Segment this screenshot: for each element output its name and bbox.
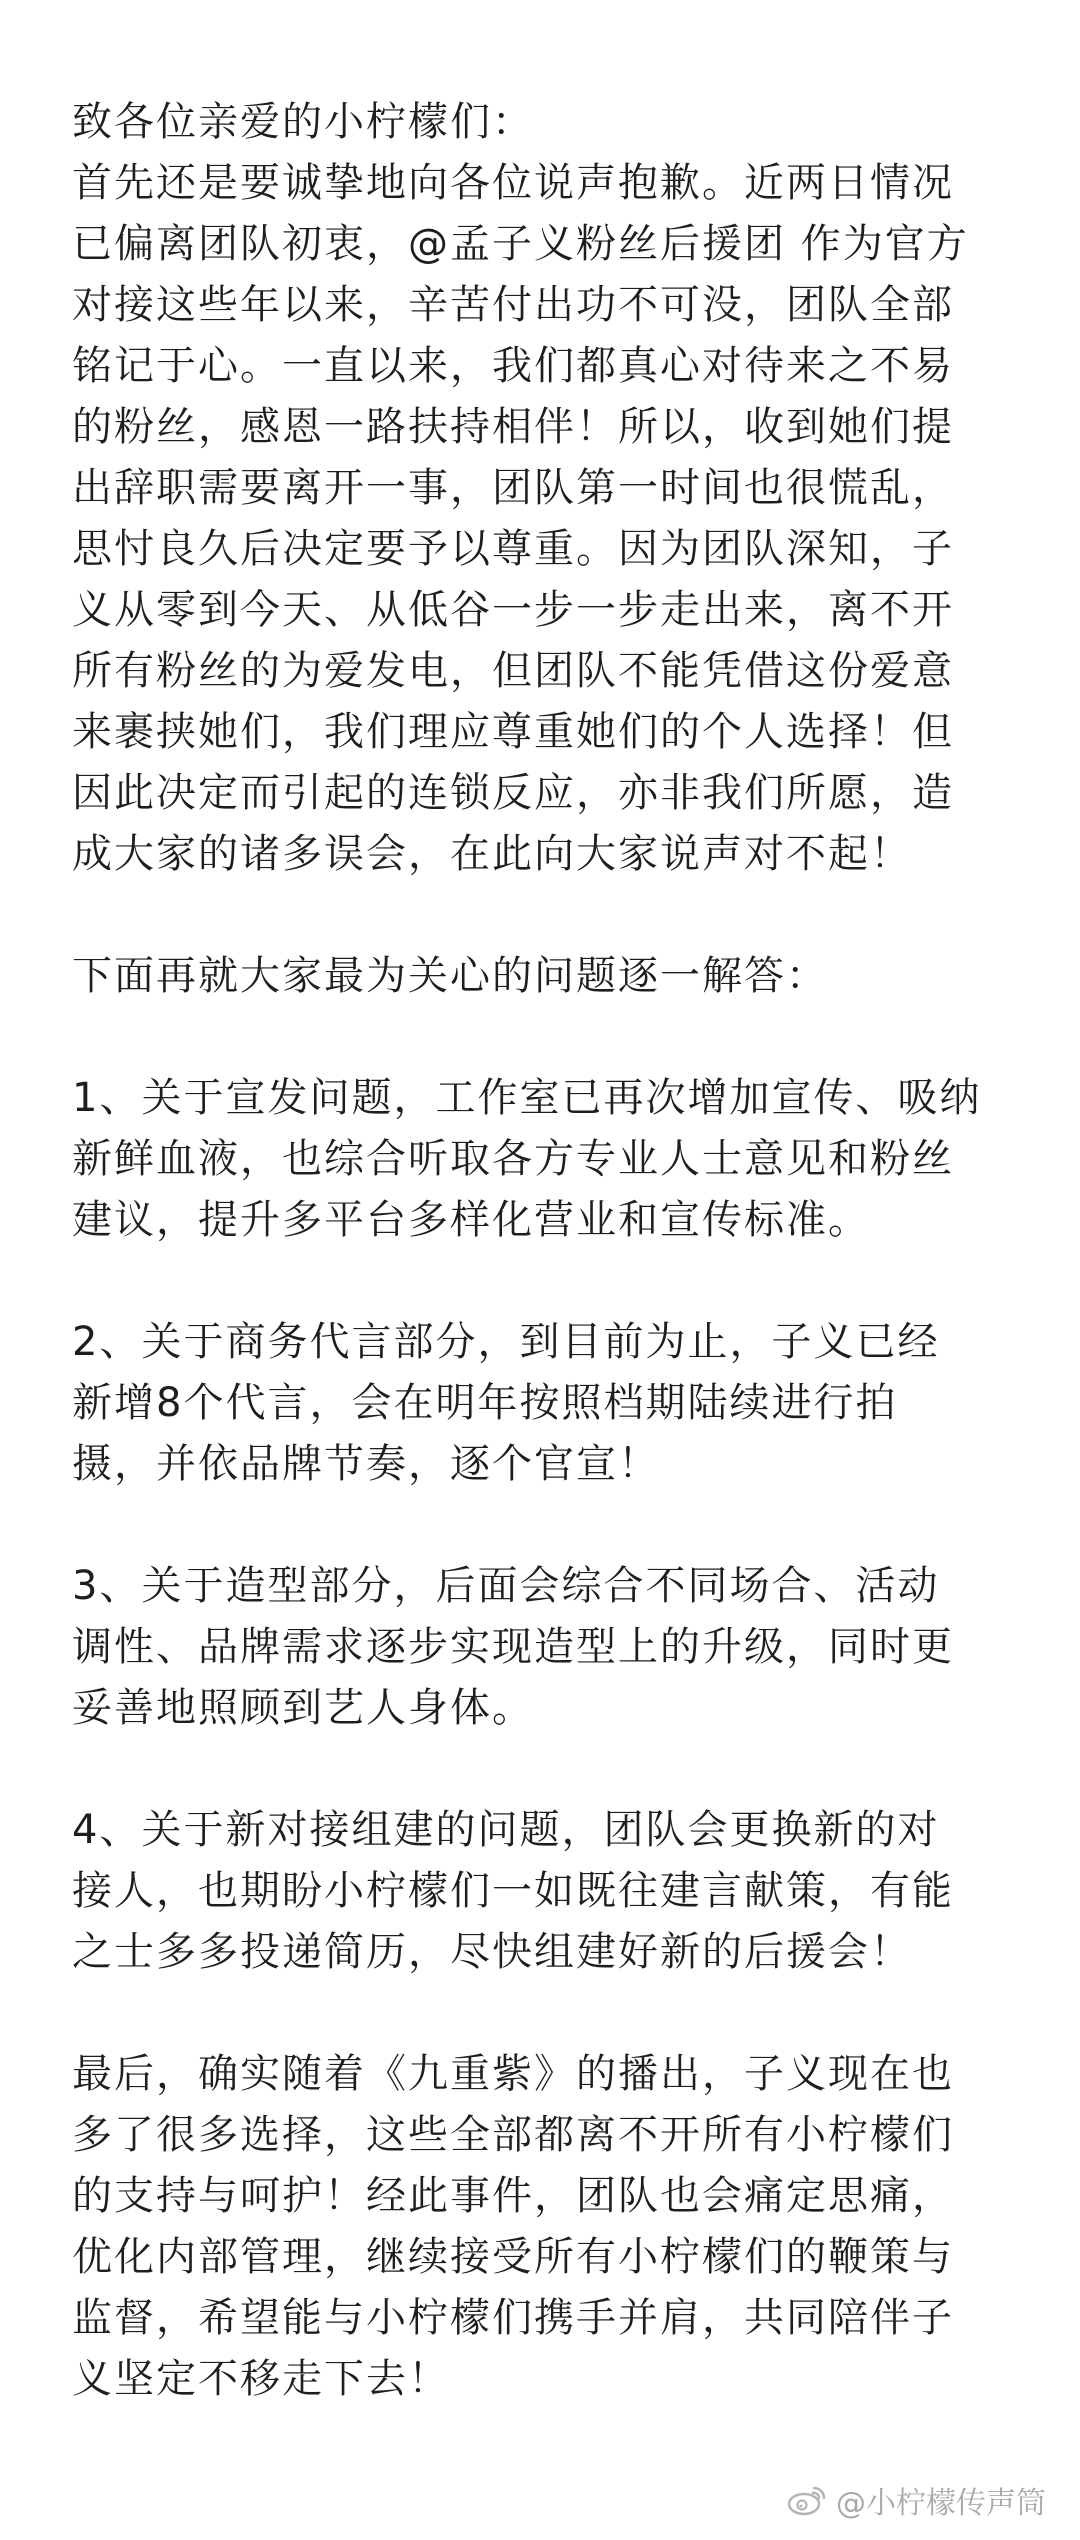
letter-body bbox=[72, 92, 1022, 2410]
item-2-line: 新增8个代言，会在明年按照档期陆续进行拍 bbox=[72, 1380, 898, 1426]
text-line: 思忖良久后决定要予以尊重。因为团队深知，子 bbox=[72, 526, 954, 572]
text-line: 首先还是要诚挚地向各位说声抱歉。近两日情况 bbox=[72, 160, 954, 206]
item-4-line: 4、关于新对接组建的问题，团队会更换新的对 bbox=[72, 1807, 940, 1853]
greeting-line: 致各位亲爱的小柠檬们： bbox=[72, 99, 534, 145]
closing-line: 的支持与呵护！经此事件，团队也会痛定思痛， bbox=[72, 2173, 954, 2219]
paragraph-gap bbox=[72, 885, 1022, 946]
item-3-line: 妥善地照顾到艺人身体。 bbox=[72, 1685, 534, 1731]
text-line: 对接这些年以来，辛苦付出功不可没，团队全部 bbox=[72, 282, 954, 328]
weibo-icon bbox=[786, 2483, 828, 2517]
item-1-line: 建议，提升多平台多样化营业和宣传标准。 bbox=[72, 1197, 870, 1243]
paragraph-gap bbox=[72, 1739, 1022, 1800]
text-line: 的粉丝，感恩一路扶持相伴！所以，收到她们提 bbox=[72, 404, 954, 450]
item-3-line: 调性、品牌需求逐步实现造型上的升级，同时更 bbox=[72, 1624, 954, 1670]
paragraph-gap bbox=[72, 1983, 1022, 2044]
closing-line: 优化内部管理，继续接受所有小柠檬们的鞭策与 bbox=[72, 2234, 954, 2280]
item-1-line: 1、关于宣发问题，工作室已再次增加宣传、吸纳 bbox=[72, 1075, 982, 1121]
section-intro-line: 下面再就大家最为关心的问题逐一解答： bbox=[72, 953, 828, 999]
text-line: 所有粉丝的为爱发电，但团队不能凭借这份爱意 bbox=[72, 648, 954, 694]
text-line: 因此决定而引起的连锁反应，亦非我们所愿，造 bbox=[72, 770, 954, 816]
closing-line: 多了很多选择，这些全部都离不开所有小柠檬们 bbox=[72, 2112, 954, 2158]
watermark bbox=[786, 2478, 1046, 2522]
closing-line: 最后，确实随着《九重紫》的播出，子义现在也 bbox=[72, 2051, 954, 2097]
closing-line: 义坚定不移走下去！ bbox=[72, 2356, 450, 2402]
paragraph-gap bbox=[72, 1495, 1022, 1556]
paragraph-gap bbox=[72, 1007, 1022, 1068]
item-1-line: 新鲜血液，也综合听取各方专业人士意见和粉丝 bbox=[72, 1136, 954, 1182]
text-line: 出辞职需要离开一事，团队第一时间也很慌乱， bbox=[72, 465, 954, 511]
item-4-line: 接人，也期盼小柠檬们一如既往建言献策，有能 bbox=[72, 1868, 954, 1914]
item-4-line: 之士多多投递简历，尽快组建好新的后援会！ bbox=[72, 1929, 912, 1975]
paragraph-gap bbox=[72, 1251, 1022, 1312]
text-line: 成大家的诸多误会，在此向大家说声对不起！ bbox=[72, 831, 912, 877]
item-3-line: 3、关于造型部分，后面会综合不同场合、活动 bbox=[72, 1563, 940, 1609]
text-line: 来裹挟她们，我们理应尊重她们的个人选择！但 bbox=[72, 709, 954, 755]
closing-line: 监督，希望能与小柠檬们携手并肩，共同陪伴子 bbox=[72, 2295, 954, 2341]
text-line: 已偏离团队初衷，@孟子义粉丝后援团 作为官方 bbox=[72, 221, 969, 267]
item-2-line: 2、关于商务代言部分，到目前为止，子义已经 bbox=[72, 1319, 940, 1365]
watermark-text: @小柠檬传声筒 bbox=[836, 2486, 1046, 2521]
text-line: 义从零到今天、从低谷一步一步走出来，离不开 bbox=[72, 587, 954, 633]
item-2-line: 摄，并依品牌节奏，逐个官宣！ bbox=[72, 1441, 660, 1487]
text-line: 铭记于心。一直以来，我们都真心对待来之不易 bbox=[72, 343, 954, 389]
